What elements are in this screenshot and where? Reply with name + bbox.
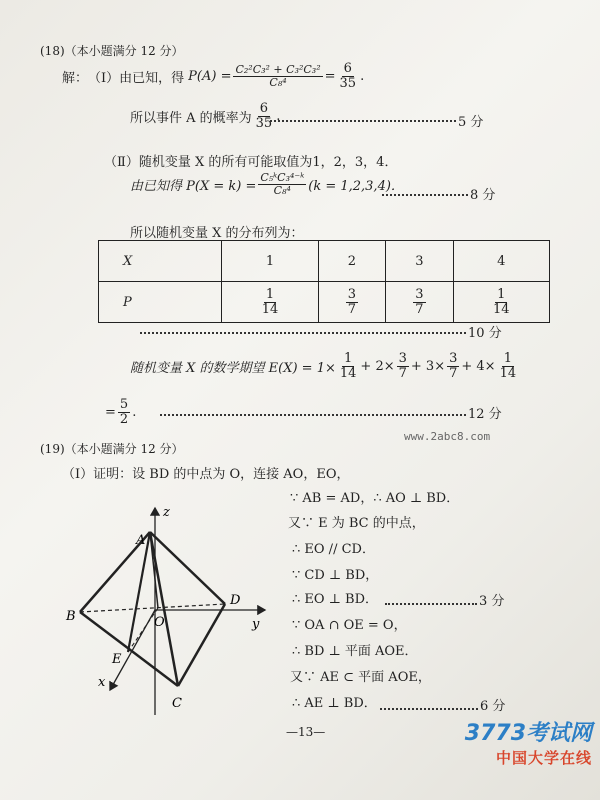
proof-line: ∵ CD ⊥ BD， bbox=[292, 568, 379, 583]
part1-eq: = bbox=[324, 68, 336, 84]
score-12: 12 分 bbox=[468, 407, 502, 422]
label-C: C bbox=[172, 696, 182, 711]
score-leader bbox=[270, 120, 456, 122]
proof-intro: （Ⅰ）证明：设 BD 的中点为 O，连接 AO，EO， bbox=[62, 467, 350, 482]
q18-header: (18)（本小题满分 12 分） bbox=[40, 44, 184, 58]
edge-CD bbox=[178, 604, 225, 686]
watermark-tagline: 中国大学在线 bbox=[495, 749, 592, 767]
score-6: 6 分 bbox=[480, 699, 506, 714]
part1-result-den: 35 bbox=[339, 75, 357, 91]
proof-line: 又∵ E 为 BC 的中点， bbox=[288, 516, 425, 531]
prob-line bbox=[130, 102, 280, 130]
part1-result bbox=[338, 62, 359, 90]
part1-end: . bbox=[360, 68, 365, 84]
prob-end: . bbox=[276, 108, 281, 124]
prob-den: 35 bbox=[255, 115, 273, 131]
p-den: 7 bbox=[415, 301, 424, 317]
label-x: x bbox=[98, 675, 106, 690]
part1-result-num: 6 bbox=[343, 61, 352, 76]
label-y: y bbox=[252, 617, 260, 632]
part1-numerator: C₂²C₃² + C₃²C₃² bbox=[235, 63, 321, 77]
page-number: —13— bbox=[286, 725, 326, 739]
distribution-table bbox=[98, 240, 550, 323]
p-den: 7 bbox=[347, 301, 357, 317]
site-url: www.2abc8.com bbox=[404, 430, 491, 443]
edge-AE bbox=[128, 532, 150, 652]
score-10: 10 分 bbox=[468, 326, 502, 341]
proof-line: ∴ EO ⊥ BD． bbox=[292, 592, 379, 607]
score-leader bbox=[160, 414, 466, 416]
x-value: 2 bbox=[318, 241, 385, 282]
label-A: A bbox=[136, 533, 146, 548]
score-5: 5 分 bbox=[458, 115, 484, 130]
p-value bbox=[386, 282, 453, 323]
p-num: 1 bbox=[265, 286, 275, 302]
row-p-label: P bbox=[99, 282, 222, 323]
part2-pre: 由已知得 P(X = k) = bbox=[130, 178, 257, 194]
result-eq: = bbox=[105, 404, 116, 420]
exp-t2-num: 3 bbox=[398, 351, 407, 366]
proof-line: ∴ BD ⊥ 平面 AOE． bbox=[292, 644, 418, 659]
label-z: z bbox=[163, 505, 170, 520]
result-line bbox=[105, 398, 136, 426]
exp-t3-den: 7 bbox=[449, 365, 458, 381]
part2-num: C₅ᵏC₃⁴⁻ᵏ bbox=[260, 171, 305, 184]
part2-fraction bbox=[258, 172, 306, 196]
part1-denominator: C₈⁴ bbox=[269, 75, 287, 89]
part1-fraction bbox=[233, 64, 322, 88]
prob-fraction bbox=[254, 102, 275, 130]
exp-plus: + 2× bbox=[360, 358, 395, 374]
exp-t1-num: 1 bbox=[344, 351, 353, 366]
x-value: 1 bbox=[222, 241, 318, 282]
label-B: B bbox=[66, 609, 76, 624]
label-O: O bbox=[154, 615, 165, 630]
proof-line: ∵ AB = AD，∴ AO ⊥ BD． bbox=[290, 491, 460, 506]
part1-intro: （Ⅰ）由已知，得 bbox=[88, 70, 185, 86]
proof-line: 又∵ AE ⊂ 平面 AOE， bbox=[290, 670, 431, 685]
p-den: 14 bbox=[493, 301, 510, 317]
score-leader bbox=[382, 194, 468, 196]
table-row bbox=[99, 241, 550, 282]
exp-plus: + 3× bbox=[410, 358, 446, 374]
score-8: 8 分 bbox=[470, 188, 496, 203]
exp-pre: 随机变量 X 的数学期望 E(X) = 1× bbox=[130, 360, 336, 376]
exp-t4-den: 14 bbox=[499, 365, 517, 381]
result-den: 2 bbox=[119, 411, 129, 427]
score-3: 3 分 bbox=[479, 594, 505, 609]
solve-label: 解： bbox=[62, 70, 89, 86]
proof-line: ∴ AE ⊥ BD． bbox=[292, 696, 377, 711]
edge-BD bbox=[80, 604, 225, 612]
label-D: D bbox=[230, 593, 241, 608]
label-E: E bbox=[112, 652, 122, 667]
p-value bbox=[318, 282, 385, 323]
p-num: 3 bbox=[347, 286, 357, 302]
exp-t2-den: 7 bbox=[398, 365, 407, 381]
table-row bbox=[99, 282, 550, 323]
exp-t1-den: 14 bbox=[339, 365, 357, 381]
prob-text: 所以事件 A 的概率为 bbox=[130, 110, 252, 126]
proof-line: ∵ OA ∩ OE = O， bbox=[292, 618, 407, 633]
x-value: 4 bbox=[453, 241, 549, 282]
p-num: 3 bbox=[415, 286, 424, 302]
q18-part1 bbox=[62, 62, 364, 90]
watermark-logo bbox=[465, 716, 592, 768]
watermark-brand: 3773考试网 bbox=[464, 721, 592, 746]
exp-t4-num: 1 bbox=[503, 351, 512, 366]
part2-den: C₈⁴ bbox=[273, 183, 291, 197]
x-value: 3 bbox=[386, 241, 453, 282]
expectation-line bbox=[130, 352, 520, 380]
result-end: . bbox=[132, 404, 137, 420]
tetrahedron-figure bbox=[60, 500, 280, 730]
score-leader bbox=[380, 708, 478, 710]
p-value bbox=[453, 282, 549, 323]
score-leader bbox=[385, 603, 477, 605]
part2-post: (k = 1,2,3,4)． bbox=[308, 178, 404, 194]
part2-formula bbox=[130, 172, 404, 196]
p-den: 14 bbox=[261, 301, 279, 317]
result-num: 5 bbox=[119, 397, 129, 412]
prob-num: 6 bbox=[259, 101, 269, 116]
q19-header: (19)（本小题满分 12 分） bbox=[40, 442, 184, 456]
proof-line: ∴ EO // CD． bbox=[292, 542, 375, 557]
exp-t3-num: 3 bbox=[449, 351, 458, 366]
part2-intro: （Ⅱ）随机变量 X 的所有可能取值为1，2，3，4． bbox=[104, 155, 398, 170]
part1-lhs: P(A) = bbox=[188, 68, 232, 84]
p-num: 1 bbox=[497, 286, 506, 302]
dist-intro: 所以随机变量 X 的分布列为： bbox=[130, 226, 304, 241]
exp-plus: + 4× bbox=[461, 358, 496, 374]
p-value bbox=[222, 282, 318, 323]
row-x-label: X bbox=[99, 241, 222, 282]
score-leader bbox=[140, 332, 466, 334]
